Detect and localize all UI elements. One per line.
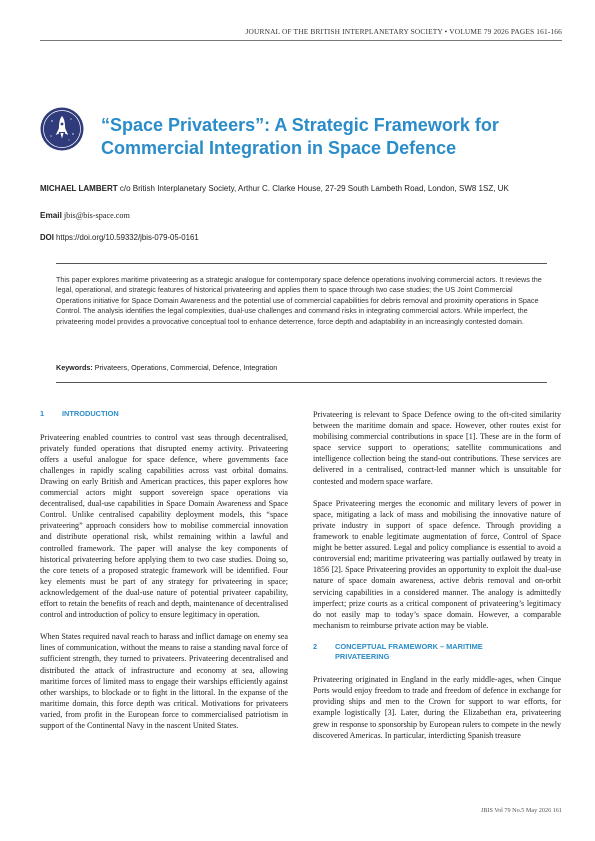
keywords-line	[56, 363, 277, 372]
header-divider	[40, 40, 562, 41]
keywords-label: Keywords:	[56, 363, 93, 372]
author-affiliation	[40, 184, 570, 193]
paragraph: Privateering originated in England in the early middle-ages, when Cinque Ports would enjoy freedom to trade and freedom of defence in exchange for providing ships and men to the Crown for support to war efforts, for example logistically [3]. Later, during the Elizabethan era, privateering grew in response to sponsorship by European rulers to compete in the newly discovered Americas. In particular, interdicting Spanish treasure	[313, 675, 561, 740]
section-title-line2: PRIVATEERING	[335, 651, 390, 661]
affiliation-text: c/o British Interplanetary Society, Arthur C. Clarke House, 27-29 South Lambeth Road, London, SW8 1SZ, UK	[117, 184, 509, 193]
body-column-left	[40, 409, 288, 742]
keywords-list: Privateers, Operations, Commercial, Defence, Integration	[92, 363, 278, 372]
body-column-right	[313, 409, 561, 752]
email-label: Email	[40, 211, 62, 220]
doi-label: DOI	[40, 233, 54, 242]
author-name: MICHAEL LAMBERT	[40, 184, 118, 193]
paragraph: When States required naval reach to harass and inflict damage on enemy sea lines of communication, without the means to raise a standing naval force of sufficient strength, they turned to privateers. Privateering decentralised and distributed the attack of infrastructure and economy at sea, allowing maritime forces of limited mass to engage their warships efficiently against other warships, to blockade or to fight in the littoral. In the expanse of the maritime domain, this force depth was critical. Motivations for privateers varied, from profit in the European force to commercialised patriotism in support of the Continental Navy in the nascent United States.	[40, 632, 288, 731]
section-heading-introduction	[40, 409, 288, 419]
abstract-top-rule	[56, 263, 547, 264]
page-footer: JBIS Vol 79 No.5 May 2026 161	[480, 807, 562, 814]
email-link[interactable]: jbis@bis-space.com	[63, 211, 130, 220]
journal-header: JOURNAL OF THE BRITISH INTERPLANETARY SOCIETY • VOLUME 79 2026 PAGES 161-166	[245, 27, 562, 36]
abstract-bottom-rule	[56, 382, 547, 383]
section-number: 2	[313, 641, 318, 651]
rocket-emblem-icon	[40, 107, 84, 151]
paragraph: Privateering enabled countries to control vast seas through decentralised, privately funded operations that disrupted enemy activity. Privateering offers a useful analogue for space defence, where governments face challenges in rapidly scaling capabilities across vast orbital domains. Drawing on early British and American practices, this paper explores how commercial actors might support sovereign space operations via decentralised, dual-use capabilities in Space Domain Awareness and Space Control. Unlike centralised capability deployment models, this “space privateering” approach considers how to mobilise commercial innovation and distribute operational risk, whilst remaining within a lawful and controlled framework. The paper will analyse the key components of historical privateering before applying them to two case studies. Doing so, the core tenets of a proposed strategic framework will be identified. Four key elements must be part of any strategy for privateering in space; acknowledgement of the dual-use nature of potential privateer capability, effort to retain the benefits of reach and depth, maintenance of decentralised control and introduction of policy to ensure legitimacy in operation.	[40, 432, 288, 620]
article-title-line1: “Space Privateers”: A Strategic Framework for	[101, 115, 499, 135]
section-title-line1: CONCEPTUAL FRAMEWORK – MARITIME	[335, 641, 483, 651]
paragraph: Space Privateering merges the economic and military levers of power in space, mitigating a lack of mass and mobilising the innovative nature of private industry in support of space defence. Through providing a framework to enable legitimate augmentation of force, Control of Space might be better assured. Legal and policy compliance is essential to avoid a controversial end; maritime privateering was partially outlawed by treaty in 1856 [2]. Space Privateering provides an opportunity to exploit the dual-use nature of space domain awareness, active debris removal and on-orbit servicing capabilities in a considered manner. The analogy is admittedly imperfect; prize courts as a critical component of privateering’s legitimacy do not easily map to today’s space domain. However, a comparable mechanism to reimburse private action may be viable.	[313, 498, 561, 630]
section-heading-conceptual-framework	[313, 642, 561, 661]
article-title	[101, 114, 561, 159]
paragraph: Privateering is relevant to Space Defence owing to the oft-cited similarity between the maritime domain and space. However, other routes exist for mobilising commercial contributions in space [1]. These are in the form of space service support to operations; satellite communications and intelligence collection being the stand-out contributions. These services are delivered in a centralised, contract-led manner which is unsuitable for contested and modern space warfare.	[313, 410, 561, 486]
email-line	[40, 211, 130, 220]
doi-link[interactable]: https://doi.org/10.59332/jbis-079-05-0161	[56, 233, 199, 242]
doi-line	[40, 233, 199, 242]
article-title-line2: Commercial Integration in Space Defence	[101, 137, 457, 158]
abstract-text: This paper explores maritime privateering as a strategic analogue for contemporary space defence operations involving commercial actors. It reviews the legal, operational, and strategic features of historical privateering and applies them to space through two case studies; the US Joint Commercial Operations initiative for Space Domain Awareness and the potential use of commercial capabilities for debris removal and proximity operations in Space Control. The analysis identifies the legal complexities, dual-use challenges and command risks in integrating commercial actors. While imperfect, the privateering model provides a provocative conceptual tool to enhance deterrence, force depth and adaptability in an increasingly contested domain.	[56, 275, 542, 326]
section-number: 1	[40, 409, 45, 418]
section-title: INTRODUCTION	[62, 409, 119, 418]
section-title	[335, 642, 483, 661]
